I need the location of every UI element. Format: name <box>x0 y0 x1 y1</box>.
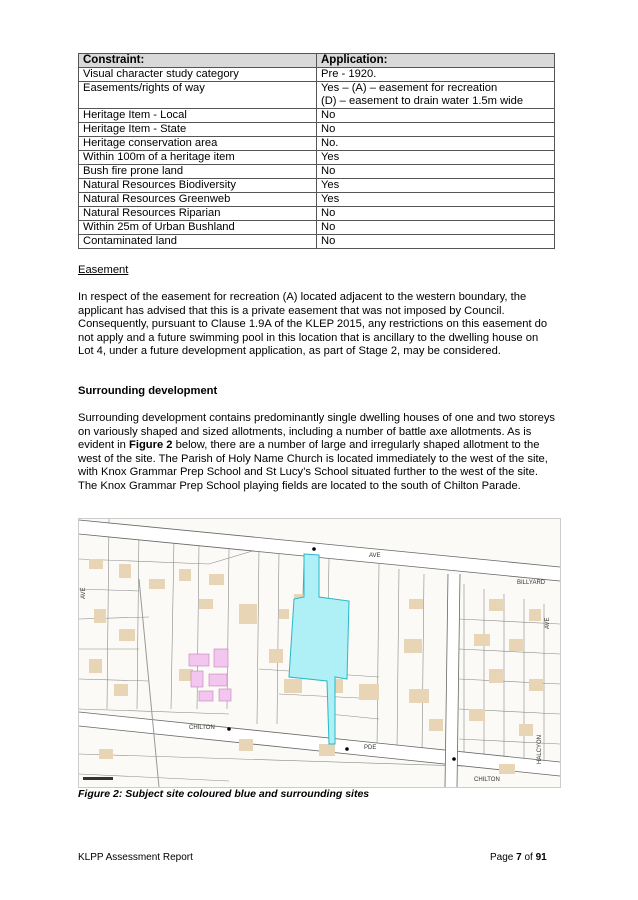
application-cell <box>317 109 555 123</box>
constraint-cell: Natural Resources Greenweb <box>79 193 317 207</box>
table-row <box>79 68 555 82</box>
surrounding-text-2: below, there are a number of large and irregularly shaped allotment to the west of the site. The Parish of Holy Name Church is located immediately to the west of the site, with Knox Grammar Prep School and St Lucy’s School situated further to the west of the site. The Knox Grammar Prep School playing fields are located to the south of Chilton Parade. <box>78 439 548 492</box>
header-application: Application: <box>317 54 555 68</box>
constraint-cell: Natural Resources Riparian <box>79 207 317 221</box>
constraint-cell: Visual character study category <box>79 68 317 82</box>
application-line: Yes <box>321 179 340 191</box>
constraint-cell: Bush fire prone land <box>79 165 317 179</box>
header-constraint: Constraint: <box>79 54 317 68</box>
street-label-ave: AVE <box>369 553 381 559</box>
site-map <box>79 519 560 787</box>
application-line: Pre - 1920. <box>321 68 377 80</box>
surrounding-text-1: Surrounding development contains predominantly single dwelling houses of one and two storeys on variously shaped and sized allotments, including a number of battle axe allotments. As is evident in <box>78 412 556 452</box>
application-cell <box>317 165 555 179</box>
surrounding-paragraph <box>78 412 556 494</box>
constraint-cell: Within 100m of a heritage item <box>79 151 317 165</box>
application-line: No <box>321 235 336 247</box>
street-label-pde: PDE <box>364 745 377 751</box>
table-header-row <box>79 54 555 68</box>
street-label-billyard: BILLYARD <box>517 580 546 586</box>
application-line: No <box>321 207 336 219</box>
table-row <box>79 82 555 109</box>
street-label-chilton: CHILTON <box>189 725 215 731</box>
street-label-ave-2: AVE <box>545 617 551 629</box>
street-label-chilton-2: CHILTON <box>474 777 500 783</box>
application-line: No <box>321 165 336 177</box>
footer-page-number <box>490 852 547 863</box>
constraint-cell: Within 25m of Urban Bushland <box>79 221 317 235</box>
table-row <box>79 179 555 193</box>
page-label: Page <box>490 852 517 863</box>
application-line: Yes – (A) – easement for recreation <box>321 82 498 94</box>
constraints-table <box>78 53 555 249</box>
constraint-cell: Heritage Item - Local <box>79 109 317 123</box>
application-cell <box>317 123 555 137</box>
application-cell <box>317 137 555 151</box>
constraint-cell: Natural Resources Biodiversity <box>79 179 317 193</box>
application-line: (D) – easement to drain water 1.5m wide <box>321 95 524 107</box>
page-current: 7 <box>516 852 522 863</box>
table-row <box>79 137 555 151</box>
street-label-halcyon: HALCYON <box>537 734 543 764</box>
table-body <box>79 68 555 249</box>
table-row <box>79 109 555 123</box>
application-line: No <box>321 221 336 233</box>
constraint-cell: Heritage Item - State <box>79 123 317 137</box>
constraint-cell: Heritage conservation area <box>79 137 317 151</box>
easement-heading: Easement <box>78 264 129 276</box>
figure-reference: Figure 2 <box>129 439 173 452</box>
easement-paragraph: In respect of the easement for recreation (A) located adjacent to the western boundary, the applicant has advised that this is a private easement that was not imposed by Council. Consequently, pursuant to Clause 1.9A of the KLEP 2015, any restrictions on this easement do not apply and a future swimming pool in this location that is ancillary to the dwelling house on Lot 4, under a future development application, as part of Stage 2, may be considered. <box>78 291 548 358</box>
application-cell <box>317 207 555 221</box>
application-cell <box>317 151 555 165</box>
application-cell <box>317 193 555 207</box>
application-cell <box>317 235 555 249</box>
figure-caption: Figure 2: Subject site coloured blue and surrounding sites <box>78 788 370 800</box>
table-row <box>79 207 555 221</box>
application-line: Yes <box>321 193 340 205</box>
application-line: No <box>321 123 336 135</box>
application-cell <box>317 179 555 193</box>
table-row <box>79 123 555 137</box>
table-row <box>79 151 555 165</box>
application-cell <box>317 221 555 235</box>
site-map-figure <box>78 518 561 788</box>
application-line: No <box>321 109 336 121</box>
constraint-cell: Contaminated land <box>79 235 317 249</box>
easement-section <box>78 264 556 278</box>
table-row <box>79 193 555 207</box>
surrounding-heading-block <box>78 385 556 399</box>
table-row <box>79 165 555 179</box>
footer-report-title: KLPP Assessment Report <box>78 852 193 863</box>
page-total: 91 <box>535 852 547 863</box>
application-line: Yes <box>321 151 340 163</box>
table-row <box>79 221 555 235</box>
street-label-ave-3: AVE <box>81 587 87 599</box>
application-cell <box>317 82 555 109</box>
constraint-cell: Easements/rights of way <box>79 82 317 109</box>
table-row <box>79 235 555 249</box>
application-cell <box>317 68 555 82</box>
page-of-label: of <box>521 852 536 863</box>
surrounding-heading: Surrounding development <box>78 385 218 397</box>
application-line: No. <box>321 137 339 149</box>
